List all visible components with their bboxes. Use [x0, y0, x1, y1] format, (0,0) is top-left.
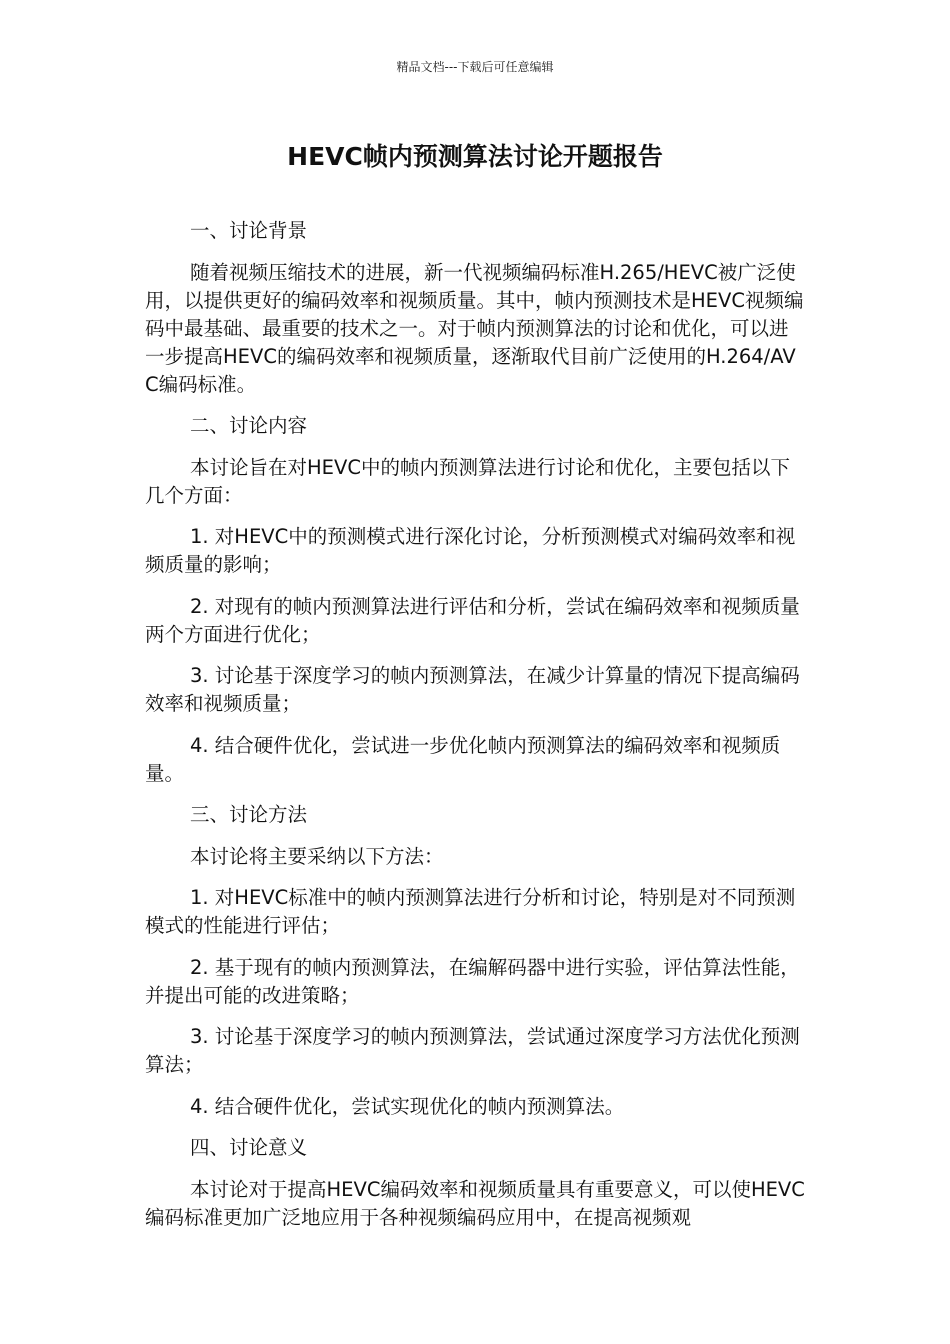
content-item-3: 3. 讨论基于深度学习的帧内预测算法，在减少计算量的情况下提高编码效率和视频质量；: [145, 664, 800, 715]
background-paragraph: 随着视频压缩技术的进展，新一代视频编码标准H.265/HEVC被广泛使用，以提供更好的编码效率和视频质量。其中，帧内预测技术是HEVC视频编码中最基础、最重要的技术之一。对于帧内预测算法的讨论和优化，可以进一步提高HEVC的编码效率和视频质量，逐渐取代目前广泛使用的H.264/AVC编码标准。: [145, 260, 804, 396]
method-item-2: 2. 基于现有的帧内预测算法，在编解码器中进行实验，评估算法性能，并提出可能的改进策略；: [145, 955, 800, 1007]
content-intro: 本讨论旨在对HEVC中的帧内预测算法进行讨论和优化，主要包括以下几个方面：: [145, 455, 790, 507]
document-body: [145, 217, 805, 1245]
method-item-1: 1. 对HEVC标准中的帧内预测算法进行分析和讨论，特别是对不同预测模式的性能进行评估；: [145, 886, 796, 937]
method-item-3: 3. 讨论基于深度学习的帧内预测算法，尝试通过深度学习方法优化预测算法；: [145, 1025, 800, 1076]
section-heading-significance: 四、讨论意义: [190, 1136, 308, 1159]
method-intro: 本讨论将主要采纳以下方法：: [190, 844, 444, 868]
section-heading-content: 二、讨论内容: [190, 414, 308, 437]
content-item-4: 4. 结合硬件优化，尝试进一步优化帧内预测算法的编码效率和视频质量。: [145, 733, 781, 785]
header-note: 精品文档---下载后可任意编辑: [396, 60, 554, 74]
method-item-4: 4. 结合硬件优化，尝试实现优化的帧内预测算法。: [190, 1094, 625, 1118]
content-item-2: 2. 对现有的帧内预测算法进行评估和分析，尝试在编码效率和视频质量两个方面进行优化；: [145, 594, 800, 646]
document-title: HEVC帧内预测算法讨论开题报告: [287, 142, 663, 171]
content-item-1: 1. 对HEVC中的预测模式进行深化讨论，分析预测模式对编码效率和视频质量的影响；: [145, 525, 796, 576]
section-heading-method: 三、讨论方法: [190, 803, 308, 826]
significance-paragraph: 本讨论对于提高HEVC编码效率和视频质量具有重要意义，可以使HEVC编码标准更加广泛地应用于各种视频编码应用中，在提高视频观: [145, 1177, 805, 1229]
section-heading-background: 一、讨论背景: [190, 219, 308, 242]
